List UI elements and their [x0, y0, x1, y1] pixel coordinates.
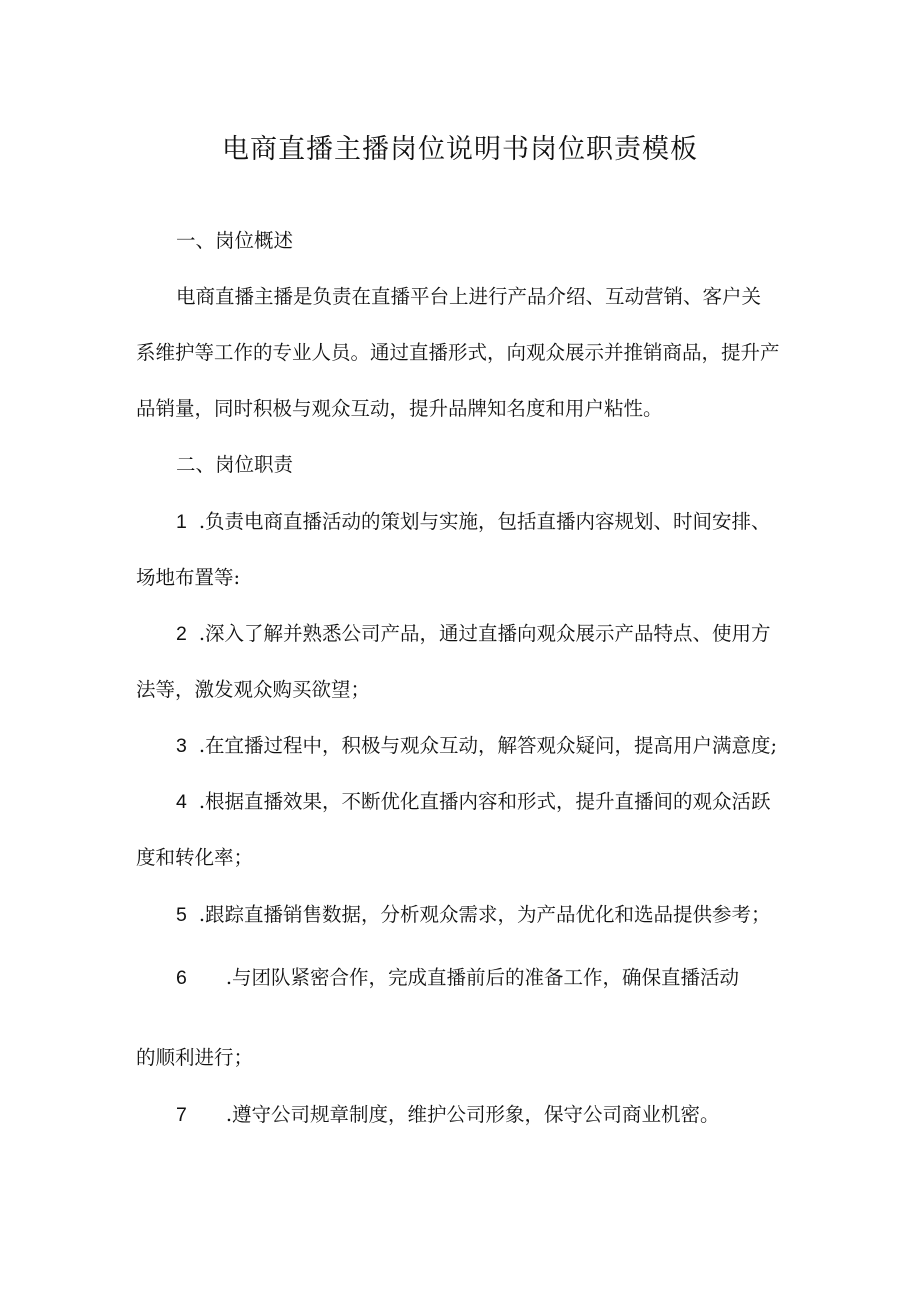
duty-text: .在宜播过程中，积极与观众互动，解答观众疑问，提高用户满意度;	[198, 734, 778, 757]
duty-item-4-continued: 度和转化率；	[136, 846, 254, 869]
duty-text: .跟踪直播销售数据，分析观众需求，为产品优化和选品提供参考；	[198, 903, 771, 926]
duty-item-1	[176, 507, 836, 537]
duty-text: .与团队紧密合作，完成直播前后的准备工作，确保直播活动	[225, 966, 740, 989]
overview-line-1: 电商直播主播是负责在直播平台上进行产品介绍、互动营销、客户关	[176, 285, 762, 308]
overview-line-3: 品销量，同时积极与观众互动，提升品牌知名度和用户粘性。	[136, 397, 663, 420]
duty-item-4	[176, 787, 836, 817]
duty-item-3	[176, 731, 836, 761]
duty-text: .深入了解并熟悉公司产品，通过直播向观众展示产品特点、使用方	[198, 622, 771, 645]
duty-item-5	[176, 900, 836, 930]
overview-line-2: 系维护等工作的专业人员。通过直播形式，向观众展示并推销商品，提升产	[136, 341, 780, 364]
duty-number: 1	[176, 511, 187, 533]
document-title: 电商直播主播岗位说明书岗位职责模板	[222, 134, 698, 165]
duty-text: .根据直播效果，不断优化直播内容和形式，提升直播间的观众活跃	[198, 790, 771, 813]
duty-number: 3	[176, 735, 187, 757]
duty-number: 5	[176, 904, 187, 926]
duty-number: 2	[176, 623, 187, 645]
duty-text: .遵守公司规章制度，维护公司形象，保守公司商业机密。	[225, 1103, 720, 1126]
duty-item-1-continued: 场地布置等:	[136, 566, 241, 589]
duty-item-2-continued: 法等，激发观众购买欲望；	[136, 678, 371, 701]
duty-number: 7	[176, 1104, 187, 1126]
duty-item-6	[176, 963, 836, 993]
section-heading-overview: 一、岗位概述	[176, 229, 294, 252]
duty-item-7	[176, 1100, 836, 1130]
section-heading-duties: 二、岗位职责	[176, 453, 294, 476]
duty-number: 4	[176, 791, 187, 813]
duty-number: 6	[176, 967, 187, 989]
duty-item-2	[176, 619, 836, 649]
duty-item-6-continued: 的顺利进行；	[136, 1046, 254, 1069]
duty-text: .负责电商直播活动的策划与实施，包括直播内容规划、时间安排、	[198, 510, 771, 533]
